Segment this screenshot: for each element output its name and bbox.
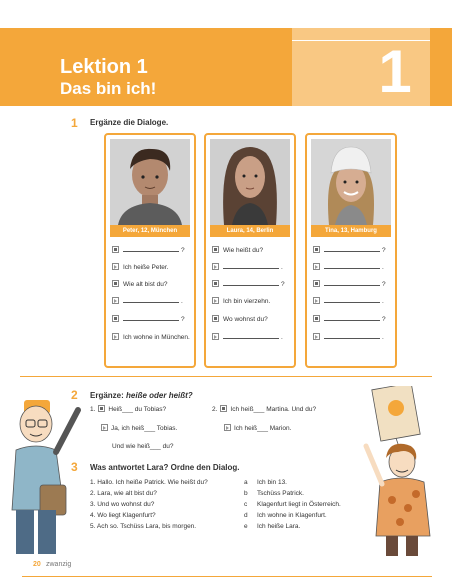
speaker-filled-icon bbox=[112, 280, 119, 287]
dialogue-row bbox=[112, 333, 190, 343]
dialogue-text: Ich heiße Peter. bbox=[123, 264, 169, 271]
dialogue-text: Ich wohne in München. bbox=[123, 334, 190, 341]
card-caption: Laura, 14, Berlin bbox=[210, 225, 290, 237]
profile-card-laura bbox=[204, 133, 296, 368]
question-item: 5. Ach so. Tschüss Lara, bis morgen. bbox=[90, 523, 197, 530]
lesson-number: 1 bbox=[378, 38, 412, 105]
girl-with-hat-portrait-icon bbox=[311, 139, 391, 225]
page-number-word: zwanzig bbox=[46, 561, 72, 568]
dialogue-row bbox=[212, 315, 268, 325]
dialogue-punctuation: . bbox=[382, 334, 384, 341]
card-caption: Tina, 13, Hamburg bbox=[311, 225, 391, 237]
item-number: 1. bbox=[90, 406, 96, 413]
boy-portrait-icon bbox=[110, 139, 190, 225]
speaker-filled-icon bbox=[313, 315, 320, 322]
dialogue-punctuation: . bbox=[281, 334, 283, 341]
blank-answer-line[interactable] bbox=[324, 246, 380, 252]
dialogue-row bbox=[313, 263, 384, 273]
answer-item: Klagenfurt liegt in Österreich. bbox=[257, 501, 341, 508]
blank-answer-line[interactable] bbox=[324, 263, 380, 269]
blank-answer-line[interactable] bbox=[324, 315, 380, 321]
speaker-filled-icon bbox=[112, 246, 119, 253]
ex2-item1-answer bbox=[101, 424, 177, 434]
dialogue-row bbox=[112, 280, 167, 290]
dialogue-text: Wie alt bist du? bbox=[123, 281, 168, 288]
speaker-filled-icon bbox=[313, 246, 320, 253]
speaker-open-icon bbox=[112, 333, 119, 340]
blank-answer-line[interactable] bbox=[324, 280, 380, 286]
blank-answer-line[interactable] bbox=[223, 263, 279, 269]
answer-letter: d bbox=[244, 512, 248, 519]
dialogue-punctuation: ? bbox=[181, 247, 185, 254]
dialogue-row bbox=[313, 246, 386, 256]
ex2-item1-question bbox=[90, 405, 166, 415]
dialogue-row bbox=[212, 246, 263, 256]
dialogue-text: Wie heißt du? bbox=[223, 247, 264, 254]
portrait-photo-tina bbox=[311, 139, 391, 225]
speaker-open-icon bbox=[313, 333, 320, 340]
ex2-item1-followup: Und wie heiß___ du? bbox=[112, 443, 174, 450]
answer-letter: c bbox=[244, 501, 248, 508]
footer-divider bbox=[22, 576, 432, 577]
exercise-3-title: Was antwortet Lara? Ordne den Dialog. bbox=[90, 463, 240, 472]
ex2-item2-question bbox=[212, 405, 316, 415]
dialogue-punctuation: ? bbox=[281, 281, 285, 288]
question-item: 3. Und wo wohnst du? bbox=[90, 501, 155, 508]
item-text: Ja, ich heiß___ Tobias. bbox=[111, 425, 178, 432]
speaker-open-icon bbox=[212, 263, 219, 270]
dialogue-row bbox=[212, 333, 283, 343]
lesson-subtitle: Das bin ich! bbox=[60, 79, 157, 98]
exercise-2-title bbox=[90, 391, 193, 400]
dialogue-row bbox=[112, 246, 185, 256]
answer-letter: a bbox=[244, 479, 248, 486]
answer-letter: e bbox=[244, 523, 248, 530]
dialogue-punctuation: . bbox=[382, 298, 384, 305]
lesson-title: Lektion 1 bbox=[60, 56, 148, 78]
answer-item: Ich heiße Lara. bbox=[257, 523, 301, 530]
dialogue-row bbox=[112, 315, 185, 325]
blank-answer-line[interactable] bbox=[223, 333, 279, 339]
blank-answer-line[interactable] bbox=[324, 333, 380, 339]
speaker-filled-icon bbox=[212, 315, 219, 322]
speaker-filled-icon bbox=[313, 280, 320, 287]
exercise-1-number: 1 bbox=[71, 116, 78, 130]
dialogue-row bbox=[212, 280, 285, 290]
blank-answer-line[interactable] bbox=[324, 297, 380, 303]
speaker-open-icon bbox=[101, 424, 108, 431]
speaker-filled-icon bbox=[220, 405, 227, 412]
section-divider bbox=[20, 376, 432, 377]
dialogue-punctuation: ? bbox=[382, 247, 386, 254]
cartoon-girl-illustration-icon bbox=[346, 386, 446, 558]
page-number: 20 bbox=[33, 561, 41, 568]
item-text: Ich heiß___ Martina. Und du? bbox=[230, 406, 317, 413]
portrait-photo-laura bbox=[210, 139, 290, 225]
card-caption: Peter, 12, München bbox=[110, 225, 190, 237]
question-item: 1. Hallo. Ich heiße Patrick. Wie heißt du? bbox=[90, 479, 208, 486]
dialogue-row bbox=[313, 315, 386, 325]
exercise-2-number: 2 bbox=[71, 388, 78, 402]
answer-item: Ich bin 13. bbox=[257, 479, 287, 486]
item-number: 2. bbox=[212, 406, 218, 413]
dialogue-row bbox=[313, 280, 386, 290]
cartoon-boy-illustration-icon bbox=[6, 380, 86, 560]
speaker-open-icon bbox=[212, 333, 219, 340]
dialogue-punctuation: ? bbox=[181, 316, 185, 323]
exercise-1-title: Ergänze die Dialoge. bbox=[90, 118, 169, 127]
answer-item: Tschüss Patrick. bbox=[257, 490, 304, 497]
blank-answer-line[interactable] bbox=[123, 315, 179, 321]
speaker-open-icon bbox=[224, 424, 231, 431]
speaker-open-icon bbox=[212, 297, 219, 304]
speaker-filled-icon bbox=[212, 246, 219, 253]
speaker-open-icon bbox=[112, 297, 119, 304]
portrait-photo-peter bbox=[110, 139, 190, 225]
answer-item: Ich wohne in Klagenfurt. bbox=[257, 512, 327, 519]
blank-answer-line[interactable] bbox=[223, 280, 279, 286]
question-item: 4. Wo liegt Klagenfurt? bbox=[90, 512, 156, 519]
girl-portrait-icon bbox=[210, 139, 290, 225]
speaker-open-icon bbox=[112, 263, 119, 270]
dialogue-punctuation: . bbox=[382, 264, 384, 271]
dialogue-punctuation: ? bbox=[382, 281, 386, 288]
dialogue-text: Ich bin vierzehn. bbox=[223, 298, 271, 305]
dialogue-row bbox=[112, 297, 183, 307]
speaker-filled-icon bbox=[98, 405, 105, 412]
speaker-filled-icon bbox=[112, 315, 119, 322]
exercise-3-number: 3 bbox=[71, 460, 78, 474]
speaker-open-icon bbox=[313, 263, 320, 270]
question-item: 2. Lara, wie alt bist du? bbox=[90, 490, 157, 497]
dialogue-row bbox=[112, 263, 169, 273]
dialogue-row bbox=[212, 297, 270, 307]
item-text: Heiß___ du Tobias? bbox=[108, 406, 167, 413]
blank-answer-line[interactable] bbox=[123, 246, 179, 252]
speaker-filled-icon bbox=[212, 280, 219, 287]
dialogue-row bbox=[313, 297, 384, 307]
dialogue-punctuation: . bbox=[181, 298, 183, 305]
dialogue-row bbox=[313, 333, 384, 343]
dialogue-text: Wo wohnst du? bbox=[223, 316, 268, 323]
dialogue-punctuation: . bbox=[281, 264, 283, 271]
exercise-2-title-emphasis: heiße oder heißt? bbox=[126, 391, 193, 400]
exercise-2-title-prefix: Ergänze: bbox=[90, 391, 127, 400]
answer-letter: b bbox=[244, 490, 248, 497]
profile-card-tina bbox=[305, 133, 397, 368]
profile-card-peter bbox=[104, 133, 196, 368]
blank-answer-line[interactable] bbox=[123, 297, 179, 303]
speaker-open-icon bbox=[313, 297, 320, 304]
item-text: Ich heiß___ Marion. bbox=[234, 425, 292, 432]
dialogue-row bbox=[212, 263, 283, 273]
ex2-item2-answer bbox=[224, 424, 291, 434]
dialogue-punctuation: ? bbox=[382, 316, 386, 323]
